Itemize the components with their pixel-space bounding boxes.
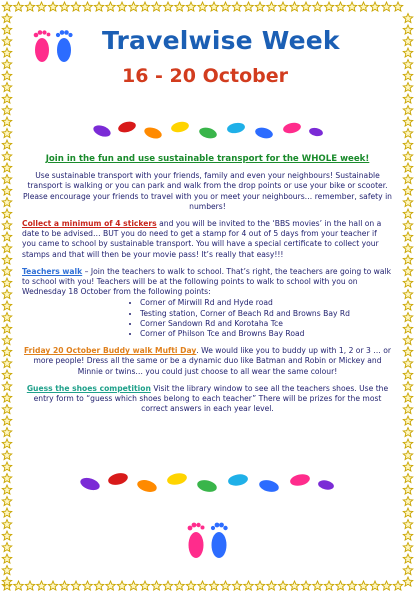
shoes-text: Visit the library window to see all the teachers shoes. Use the entry form to “guess which shoes belong to each teacher” There will be prizes for the most correct answers in each year level. [33, 383, 389, 414]
border-star [244, 2, 254, 11]
border-star [403, 554, 413, 563]
border-star [403, 336, 413, 345]
border-star [2, 106, 12, 115]
border-star [403, 255, 413, 264]
border-star [403, 198, 413, 207]
border-star [117, 581, 127, 590]
border-star [2, 416, 12, 425]
border-star [393, 2, 403, 11]
border-star [403, 152, 413, 161]
border-star [2, 301, 12, 310]
border-star [359, 2, 369, 11]
border-star [403, 531, 413, 540]
border-star [25, 581, 35, 590]
teachers-text: – Join the teachers to walk to school. That’s right, the teachers are going to walk to school with you! Teachers will be at the following points to walk to school with you on Wednesday 18 October from the following points: [22, 266, 392, 297]
border-star [403, 209, 413, 218]
border-star [403, 48, 413, 57]
stickers-heading: Collect a minimum of 4 stickers [22, 219, 157, 229]
border-star [336, 2, 346, 11]
border-star [14, 2, 24, 11]
border-star [106, 2, 116, 11]
border-star [94, 581, 104, 590]
border-star [403, 106, 413, 115]
border-star [152, 581, 162, 590]
border-star [324, 2, 334, 11]
shoes-heading: Guess the shoes competition [26, 383, 151, 393]
border-star [198, 581, 208, 590]
tagline: Join in the fun and use sustainable transport for the WHOLE week! [45, 154, 370, 164]
border-star [2, 83, 12, 92]
border-star [71, 2, 81, 11]
border-star [403, 485, 413, 494]
border-star [382, 2, 392, 11]
border-star [403, 221, 413, 230]
border-star [370, 2, 380, 11]
border-star [14, 581, 24, 590]
border-star [2, 140, 12, 149]
border-star [403, 94, 413, 103]
border-star [2, 244, 12, 253]
border-star [2, 370, 12, 379]
border-star [403, 175, 413, 184]
border-star [2, 117, 12, 126]
buddy-heading: Friday 20 October Buddy walk Mufti Day [23, 346, 197, 356]
border-star [403, 83, 413, 92]
border-star [2, 163, 12, 172]
footprints-icon [28, 26, 80, 66]
border-star [2, 14, 12, 23]
border-star [2, 313, 12, 322]
border-star [2, 485, 12, 494]
flyer [22, 22, 393, 571]
border-star [2, 186, 12, 195]
border-star [2, 290, 12, 299]
border-star [301, 581, 311, 590]
border-star [83, 581, 93, 590]
border-star [106, 581, 116, 590]
border-star [209, 581, 219, 590]
border-star [152, 2, 162, 11]
border-star [48, 2, 58, 11]
border-star [2, 359, 12, 368]
border-star [2, 566, 12, 575]
border-star [403, 290, 413, 299]
border-star [403, 301, 413, 310]
border-star [2, 462, 12, 471]
border-star [2, 209, 12, 218]
border-star [2, 129, 12, 138]
rainbow-footprints-icon [92, 114, 324, 148]
border-star [370, 581, 380, 590]
border-star [2, 232, 12, 241]
border-star [313, 581, 323, 590]
border-star [393, 581, 403, 590]
walk-locations [22, 298, 393, 339]
border-star [48, 581, 58, 590]
border-star [278, 2, 288, 11]
border-star [2, 393, 12, 402]
border-star [198, 2, 208, 11]
border-star [60, 581, 70, 590]
border-star [94, 2, 104, 11]
border-star [403, 520, 413, 529]
border-star [129, 581, 139, 590]
border-star [403, 324, 413, 333]
border-star [2, 267, 12, 276]
border-star [403, 393, 413, 402]
border-star [2, 48, 12, 57]
border-star [2, 428, 12, 437]
page-title: Travelwise Week [102, 26, 340, 55]
border-star [2, 175, 12, 184]
buddy-paragraph [22, 346, 393, 377]
border-star [163, 581, 173, 590]
rainbow-footprints-icon [80, 464, 336, 504]
border-star [83, 2, 93, 11]
border-star [2, 37, 12, 46]
border-star [37, 2, 47, 11]
border-star [2, 531, 12, 540]
stickers-text: and you will be invited to the ‘BBS movies’ in the hall on a date to be advised… BUT you do need to get a stamp for 4 out of 5 days from your teacher if you came to school by sustainable transport. You will have a special certificate to collect your stamps and that will then be your movie pass! It’s really that easy!!! [22, 219, 382, 259]
border-star [403, 474, 413, 483]
border-star [2, 255, 12, 264]
border-star [25, 2, 35, 11]
border-star [336, 581, 346, 590]
border-star [403, 14, 413, 23]
border-star [403, 60, 413, 69]
border-star [403, 25, 413, 34]
border-star [129, 2, 139, 11]
border-star [163, 2, 173, 11]
border-star [2, 221, 12, 230]
border-star [403, 244, 413, 253]
footprints-icon [182, 518, 234, 562]
border-star [186, 581, 196, 590]
border-star [403, 129, 413, 138]
list-item: • Corner Sandown Rd and Korotaha Tce [140, 319, 393, 329]
border-star [2, 2, 12, 11]
border-star [2, 324, 12, 333]
border-star [221, 581, 231, 590]
border-star [117, 2, 127, 11]
border-star [2, 347, 12, 356]
border-star [2, 60, 12, 69]
border-star [2, 508, 12, 517]
border-star [2, 520, 12, 529]
border-star [403, 117, 413, 126]
border-star [403, 382, 413, 391]
list-item: • Corner of Philson Tce and Browns Bay Road [140, 329, 393, 339]
border-star [2, 278, 12, 287]
border-star [324, 581, 334, 590]
border-star [403, 543, 413, 552]
border-star [267, 581, 277, 590]
border-star [2, 497, 12, 506]
border-star [37, 581, 47, 590]
border-star [403, 267, 413, 276]
border-star [403, 428, 413, 437]
border-star [403, 566, 413, 575]
border-star [290, 2, 300, 11]
intro-paragraph: Use sustainable transport with your friends, family and even your neighbours! Sustainable transport is walking or you can park and walk from the drop points or use your bike or scooter. Please encourage your friends to travel with you or meet your neighbours… remember, safety in numbers! [23, 171, 392, 211]
border-star [403, 405, 413, 414]
border-star [232, 581, 242, 590]
teachers-paragraph [22, 267, 393, 298]
border-star [2, 554, 12, 563]
border-star [2, 94, 12, 103]
border-star [267, 2, 277, 11]
border-star [255, 2, 265, 11]
flyer-body [22, 154, 393, 421]
border-star [2, 451, 12, 460]
border-star [2, 474, 12, 483]
border-star [382, 581, 392, 590]
shoes-paragraph [22, 384, 393, 415]
border-star [403, 140, 413, 149]
border-star [403, 163, 413, 172]
border-star [71, 581, 81, 590]
header [22, 22, 393, 112]
border-star [403, 359, 413, 368]
border-star [2, 382, 12, 391]
border-star [403, 313, 413, 322]
border-star [186, 2, 196, 11]
border-star [403, 577, 413, 586]
border-star [2, 198, 12, 207]
border-star [403, 370, 413, 379]
border-star [2, 25, 12, 34]
list-item: • Corner of Mirwill Rd and Hyde road [140, 298, 393, 308]
list-item: • Testing station, Corner of Beach Rd and Browns Bay Rd [140, 309, 393, 319]
border-star [232, 2, 242, 11]
border-star [278, 581, 288, 590]
border-star [347, 2, 357, 11]
border-star [403, 37, 413, 46]
border-star [2, 71, 12, 80]
border-star [403, 71, 413, 80]
border-star [290, 581, 300, 590]
border-star [255, 581, 265, 590]
event-dates: 16 - 20 October [122, 65, 289, 87]
border-star [175, 581, 185, 590]
border-star [221, 2, 231, 11]
border-star [403, 497, 413, 506]
border-star [2, 439, 12, 448]
border-star [2, 152, 12, 161]
border-star [175, 2, 185, 11]
border-star [403, 451, 413, 460]
border-star [2, 543, 12, 552]
border-star [140, 2, 150, 11]
border-star [403, 508, 413, 517]
border-star [244, 581, 254, 590]
border-star [403, 439, 413, 448]
teachers-heading: Teachers walk [22, 266, 83, 276]
border-star [359, 581, 369, 590]
border-star [403, 347, 413, 356]
border-star [347, 581, 357, 590]
border-star [2, 336, 12, 345]
buddy-text: . We would like you to buddy up with 1, 2 or 3 … or more people! Dress all the same or be a dynamic duo like Batman and Robin or Mickey and Minnie or twins… you could just choose to all wear the same colour! [33, 346, 392, 376]
border-star [60, 2, 70, 11]
border-star [403, 186, 413, 195]
border-star [209, 2, 219, 11]
border-star [140, 581, 150, 590]
border-star [403, 232, 413, 241]
border-star [403, 462, 413, 471]
border-star [301, 2, 311, 11]
border-star [403, 416, 413, 425]
border-star [313, 2, 323, 11]
border-star [2, 405, 12, 414]
stickers-paragraph [22, 219, 393, 260]
border-star [403, 278, 413, 287]
